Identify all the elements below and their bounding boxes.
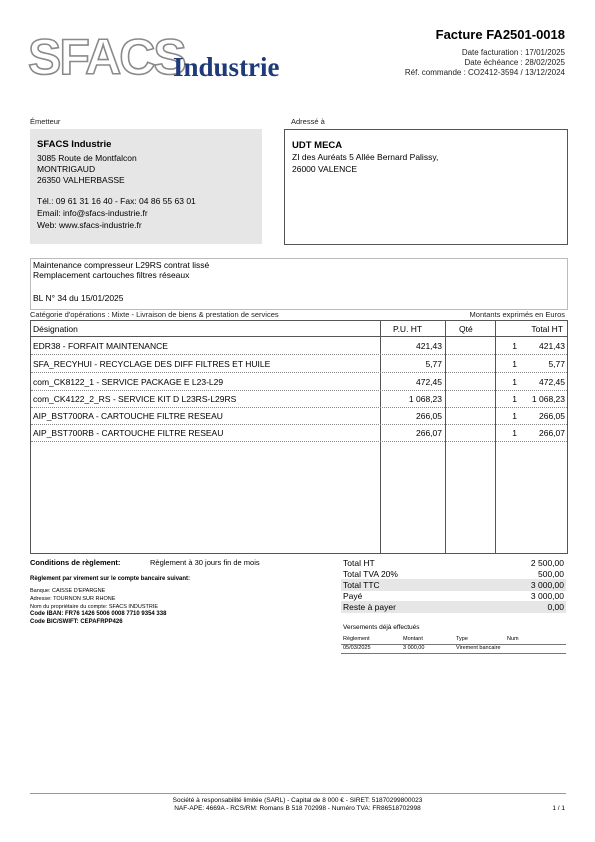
issuer-email: Email: info@sfacs-industrie.fr	[37, 208, 148, 218]
total-label: Reste à payer	[343, 602, 396, 612]
header-designation: Désignation	[33, 324, 78, 334]
row-unit-price: 5,77	[425, 359, 442, 369]
recipient-address-1: ZI des Auréats 5 Allée Bernard Palissy,	[292, 152, 439, 162]
payment-terms-value: Règlement à 30 jours fin de mois	[150, 558, 260, 567]
row-designation: AIP_BST700RB - CARTOUCHE FILTRE RESEAU	[33, 428, 224, 438]
description-line-1: Maintenance compresseur L29RS contrat lissé	[33, 260, 210, 270]
issuer-address-3: 26350 VALHERBASSE	[37, 175, 125, 185]
row-total: 472,45	[539, 377, 565, 387]
payment-date: 05/03/2025	[343, 645, 371, 651]
recipient-label: Adressé à	[291, 117, 325, 126]
total-label: Total HT	[343, 558, 375, 568]
total-label: Total TTC	[343, 580, 380, 590]
company-logo	[28, 30, 288, 82]
row-total: 421,43	[539, 341, 565, 351]
account-owner: Nom du propriétaire du compte: SFACS INDUSTRIE	[30, 604, 159, 610]
issuer-box	[30, 129, 262, 244]
row-total: 1 068,23	[531, 394, 565, 404]
row-unit-price: 266,07	[416, 428, 442, 438]
row-designation: EDR38 - FORFAIT MAINTENANCE	[33, 341, 168, 351]
table-row	[31, 355, 567, 373]
issuer-phone: Tél.: 09 61 31 16 40 - Fax: 04 86 55 63 01	[37, 196, 196, 206]
total-label: Total TVA 20%	[343, 569, 398, 579]
total-value: 500,00	[538, 569, 564, 579]
row-total: 266,05	[539, 411, 565, 421]
row-quantity: 1	[512, 359, 517, 369]
invoice-lines-table	[30, 320, 568, 554]
payment-row	[341, 645, 566, 654]
row-designation: AIP_BST700RA - CARTOUCHE FILTRE RESEAU	[33, 411, 223, 421]
logo-mark: SFACS	[28, 30, 185, 82]
page-number: 1 / 1	[552, 805, 565, 812]
issuer-website: Web: www.sfacs-industrie.fr	[37, 220, 142, 230]
header-total: Total HT	[531, 324, 563, 334]
row-quantity: 1	[512, 394, 517, 404]
remaining-row	[341, 601, 566, 613]
row-total: 266,07	[539, 428, 565, 438]
payments-header-date: Règlement	[343, 636, 370, 642]
delivery-note: BL N° 34 du 15/01/2025	[33, 293, 124, 303]
footer-legal-2: NAF-APE: 4669A - RCS/RM: Romans B 518 702998 - Numéro TVA: FR86518702998	[174, 805, 421, 812]
bank-transfer-label: Règlement par virement sur le compte bancaire suivant:	[30, 576, 191, 582]
header-unit-price: P.U. HT	[393, 324, 423, 334]
payment-terms-label: Conditions de règlement:	[30, 558, 121, 567]
issuer-label: Émetteur	[30, 117, 61, 126]
payments-header-amount: Montant	[403, 636, 423, 642]
row-quantity: 1	[512, 377, 517, 387]
order-reference: Réf. commande : CO2412-3594 / 13/12/2024	[404, 68, 565, 77]
total-value: 0,00	[547, 602, 564, 612]
currency-note: Montants exprimés en Euros	[469, 310, 565, 319]
row-quantity: 1	[512, 411, 517, 421]
issuer-address-2: MONTRIGAUD	[37, 164, 96, 174]
payment-amount: 3 000,00	[403, 645, 425, 651]
invoice-description	[30, 258, 568, 310]
description-line-2: Remplacement cartouches filtres réseaux	[33, 270, 190, 280]
row-total: 5,77	[548, 359, 565, 369]
bank-address: Adresse: TOURNON SUR RHONE	[30, 596, 116, 602]
payments-header-type: Type	[456, 636, 468, 642]
total-value: 3 000,00	[530, 580, 564, 590]
recipient-address-2: 26000 VALENCE	[292, 164, 358, 174]
payments-header-num: Num	[507, 636, 519, 642]
total-value: 3 000,00	[530, 591, 564, 601]
paid-row	[341, 590, 566, 602]
iban-code: Code IBAN: FR76 1426 5006 0008 7710 9354 338	[30, 611, 167, 617]
footer-legal-1: Société à responsabilité limitée (SARL) - Capital de 8 000 € - SIRET: 51870299800023	[172, 797, 423, 804]
due-date: Date échéance : 28/02/2025	[464, 58, 565, 67]
table-row	[31, 407, 567, 425]
row-designation: com_CK8122_1 - SERVICE PACKAGE E L23-L29	[33, 377, 224, 387]
row-unit-price: 421,43	[416, 341, 442, 351]
payment-type: Virement bancaire	[456, 645, 501, 651]
invoice-date: Date facturation : 17/01/2025	[461, 48, 565, 57]
row-unit-price: 266,05	[416, 411, 442, 421]
table-row	[31, 373, 567, 391]
row-designation: com_CK4122_2_RS - SERVICE KIT D L23RS-L29RS	[33, 394, 237, 404]
total-label: Payé	[343, 591, 363, 601]
issuer-address-1: 3085 Route de Montfalcon	[37, 153, 137, 163]
row-designation: SFA_RECYHUI - RECYCLAGE DES DIFF FILTRES ET HUILE	[33, 359, 271, 369]
bank-name: Banque: CAISSE D'EPARGNE	[30, 588, 106, 594]
footer-divider	[30, 793, 566, 794]
table-row	[31, 424, 567, 442]
row-quantity: 1	[512, 428, 517, 438]
logo-word: Industrie	[173, 52, 280, 82]
total-value: 2 500,00	[530, 558, 564, 568]
invoice-title: Facture FA2501-0018	[435, 27, 565, 42]
total-ttc-row	[341, 579, 566, 591]
payments-header	[341, 636, 566, 645]
operations-category: Catégorie d'opérations : Mixte - Livraison de biens & prestation de services	[30, 310, 279, 319]
bic-code: Code BIC/SWIFT: CEPAFRPP426	[30, 619, 123, 625]
total-ht-row	[341, 557, 566, 569]
total-tva-row	[341, 568, 566, 580]
row-unit-price: 1 068,23	[408, 394, 442, 404]
payments-title: Versements déjà effectués	[343, 624, 420, 631]
table-row	[31, 390, 567, 408]
row-quantity: 1	[512, 341, 517, 351]
header-quantity: Qté	[459, 324, 473, 334]
table-row	[31, 337, 567, 355]
issuer-name: SFACS Industrie	[37, 139, 112, 150]
table-header	[31, 321, 567, 337]
row-unit-price: 472,45	[416, 377, 442, 387]
recipient-box	[284, 129, 568, 245]
recipient-name: UDT MECA	[292, 140, 343, 151]
